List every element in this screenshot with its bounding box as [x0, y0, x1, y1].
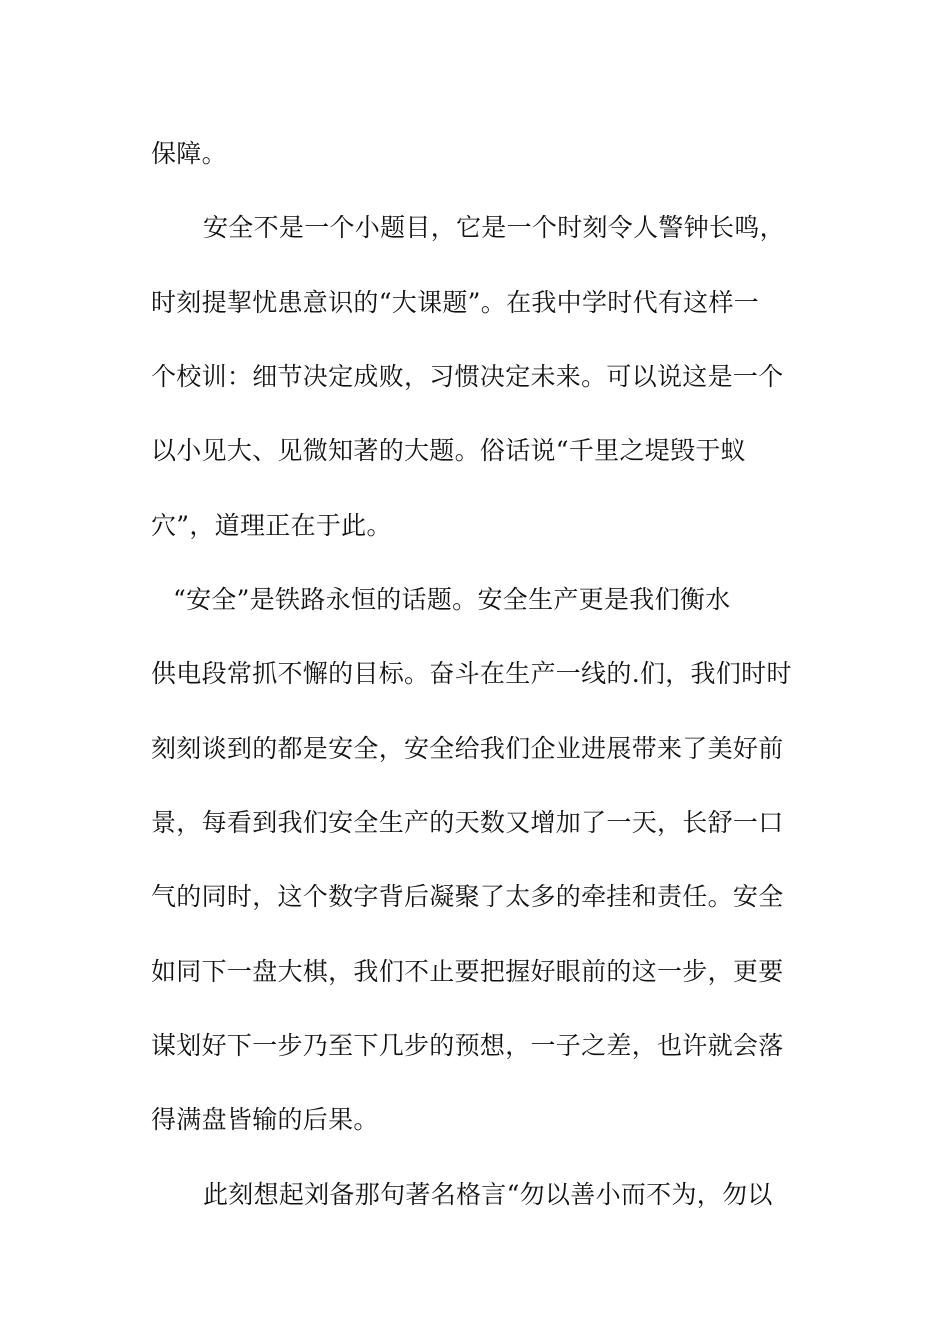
text-line: 如同下一盘大棋，我们不止要把握好眼前的这一步，更要 [151, 957, 784, 986]
text-line: 保障。 [151, 139, 227, 168]
text-line: 得满盘皆输的后果。 [151, 1105, 379, 1134]
text-line: 景，每看到我们安全生产的天数又增加了一天，长舒一口 [151, 808, 784, 837]
text-line: 谋划好下一步乃至下几步的预想，一子之差，也许就会落 [151, 1031, 784, 1060]
text-line: 供电段常抓不懈的目标。奋斗在生产一线的.们，我们时时 [151, 659, 792, 688]
text-line: 个校训：细节决定成败，习惯决定未来。可以说这是一个 [151, 362, 784, 391]
text-line: 气的同时，这个数字背后凝聚了太多的牵挂和责任。安全 [151, 882, 784, 911]
text-line: 穴”，道理正在于此。 [151, 511, 392, 540]
paragraph-start-line: 此刻想起刘备那句著名格言“勿以善小而不为，勿以 [203, 1180, 773, 1209]
paragraph-start-line: 安全不是一个小题目，它是一个时刻令人警钟长鸣， [203, 213, 785, 242]
text-line: 以小见大、见微知著的大题。俗话说“千里之堤毁于蚁 [151, 436, 746, 465]
paragraph-start-line: “安全”是铁路永恒的话题。安全生产更是我们衡水 [173, 585, 731, 614]
text-line: 时刻提挈忧患意识的“大课题”。在我中学时代有这样一 [151, 288, 760, 317]
text-line: 刻刻谈到的都是安全，安全给我们企业进展带来了美好前 [151, 734, 784, 763]
